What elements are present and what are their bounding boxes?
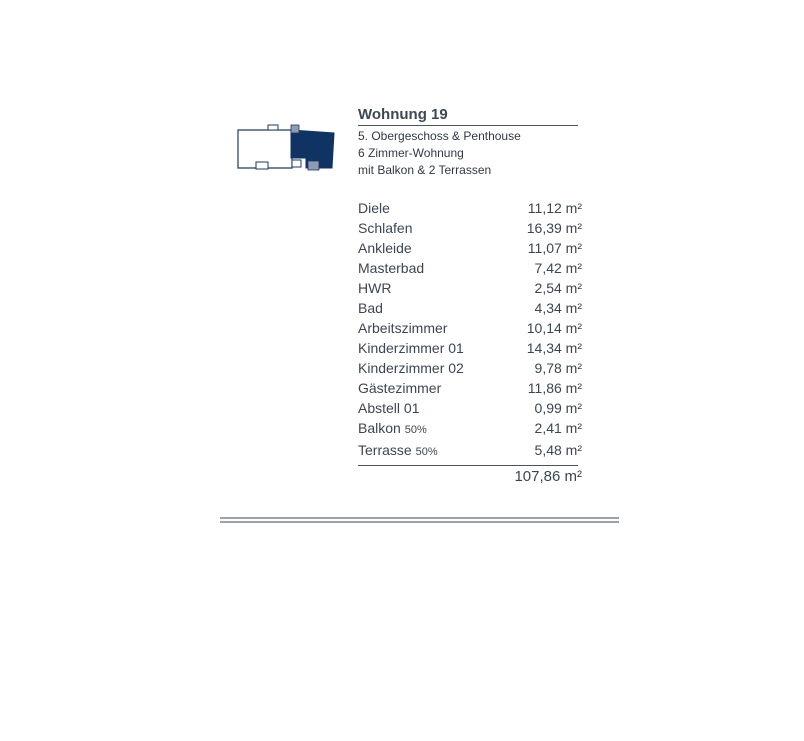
- room-area: 0,99 m²: [534, 400, 582, 416]
- room-name: Gästezimmer: [358, 380, 442, 396]
- room-row: [358, 198, 582, 218]
- room-area: 5,48 m²: [534, 442, 582, 458]
- room-label: [358, 198, 390, 218]
- room-label: [358, 218, 412, 238]
- room-area: 9,78 m²: [534, 360, 582, 376]
- room-name: Abstell 01: [358, 400, 420, 416]
- balcony-bottom-mid: [292, 160, 301, 167]
- room-area: 7,42 m²: [534, 260, 582, 276]
- room-name: Diele: [358, 200, 390, 216]
- room-label: [358, 440, 438, 462]
- room-area: 16,39 m²: [526, 220, 582, 236]
- floorplan-thumbnail: [236, 122, 336, 174]
- room-area: 14,34 m²: [526, 340, 582, 356]
- room-label: [358, 298, 383, 318]
- room-name: Kinderzimmer 01: [358, 340, 464, 356]
- terrace-bottom: [308, 161, 319, 170]
- room-area: 11,86 m²: [527, 380, 582, 396]
- room-label: [358, 238, 412, 258]
- total-divider: [358, 465, 578, 466]
- apartment-type: 6 Zimmer-Wohnung: [358, 146, 464, 160]
- room-area: 11,07 m²: [527, 240, 582, 256]
- room-area: 10,14 m²: [526, 320, 582, 336]
- total-row: [358, 467, 582, 487]
- room-row: [358, 338, 582, 358]
- room-row: [358, 298, 582, 318]
- footer-double-rule: [220, 517, 619, 523]
- apartment-info: [358, 106, 582, 487]
- room-row: [358, 318, 582, 338]
- room-area: 11,12 m²: [527, 200, 582, 216]
- room-label: [358, 258, 424, 278]
- room-row: [358, 378, 582, 398]
- room-name: Ankleide: [358, 240, 412, 256]
- room-label: [358, 398, 419, 418]
- room-note: 50%: [415, 446, 438, 458]
- terrace-top: [291, 125, 299, 133]
- room-name: Kinderzimmer 02: [358, 360, 464, 376]
- room-label: [358, 278, 391, 298]
- room-name: Schlafen: [358, 220, 413, 236]
- room-row: [358, 358, 582, 378]
- room-name: Masterbad: [358, 260, 425, 276]
- room-list: [358, 198, 582, 462]
- room-area: 2,54 m²: [534, 280, 582, 296]
- room-row: [358, 238, 582, 258]
- room-name: Arbeitszimmer: [358, 320, 448, 336]
- apartment-features: mit Balkon & 2 Terrassen: [358, 163, 492, 177]
- room-name: Bad: [358, 300, 383, 316]
- room-label: [358, 318, 447, 338]
- room-label: [358, 418, 427, 440]
- room-row: [358, 278, 582, 298]
- room-label: [358, 338, 464, 358]
- room-area: 2,41 m²: [534, 420, 582, 436]
- room-row: [358, 218, 582, 238]
- apartment-title: Wohnung 19: [358, 106, 578, 126]
- apartment-floor: 5. Obergeschoss & Penthouse: [358, 129, 521, 143]
- total-area: 107,86 m²: [514, 468, 582, 485]
- room-name: HWR: [358, 280, 392, 296]
- room-row: [358, 440, 582, 462]
- balcony-bottom-left: [256, 162, 268, 169]
- room-note: 50%: [404, 424, 427, 436]
- room-name: Terrasse: [358, 442, 416, 458]
- room-row: [358, 418, 582, 440]
- room-row: [358, 398, 582, 418]
- room-row: [358, 258, 582, 278]
- room-label: [358, 378, 441, 398]
- room-area: 4,34 m²: [534, 300, 582, 316]
- room-name: Balkon: [358, 420, 405, 436]
- balcony-top-left: [268, 125, 278, 130]
- room-label: [358, 358, 464, 378]
